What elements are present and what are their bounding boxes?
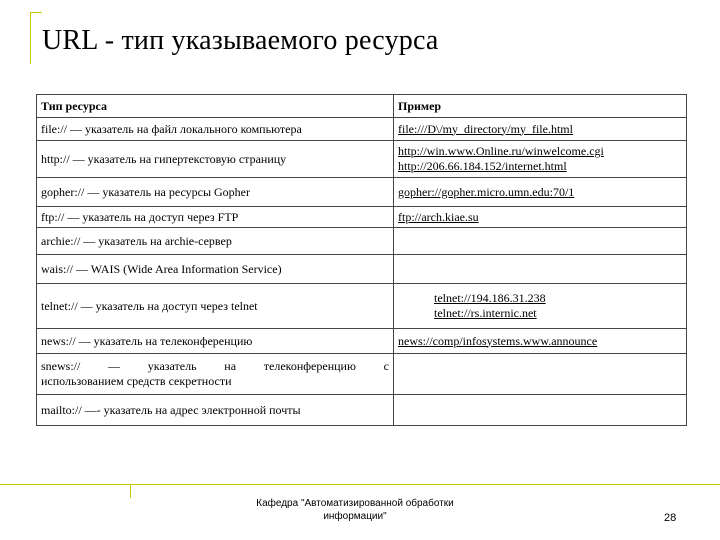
resource-type-cell: mailto:// —- указатель на адрес электронной почты	[37, 395, 394, 426]
resource-type-line: использованием средств секретности	[41, 374, 232, 388]
example-cell	[394, 228, 687, 255]
resource-type-cell: news:// — указатель на телеконференцию	[37, 329, 394, 354]
example-link[interactable]: http://win.www.Online.ru/winwelcome.cgi	[398, 144, 604, 158]
example-link[interactable]: telnet://rs.internic.net	[434, 306, 537, 320]
header-example: Пример	[394, 95, 687, 118]
example-link[interactable]: file:///D\/my_directory/my_file.html	[398, 121, 573, 136]
example-link[interactable]: gopher://gopher.micro.umn.edu:70/1	[398, 184, 575, 199]
resource-type-cell: gopher:// — указатель на ресурсы Gopher	[37, 178, 394, 207]
example-cell	[394, 329, 687, 354]
table-header-row	[37, 95, 687, 118]
example-link[interactable]: telnet://194.186.31.238	[434, 291, 546, 305]
resource-type-cell: wais:// — WAIS (Wide Area Information Service)	[37, 255, 394, 284]
table-row	[37, 141, 687, 178]
slide-title: URL - тип указываемого ресурса	[42, 25, 439, 56]
example-cell	[394, 118, 687, 141]
resource-type-cell	[37, 354, 394, 395]
resource-type-line: snews:// — указатель на телеконференцию с	[41, 359, 389, 373]
example-cell	[394, 395, 687, 426]
resource-type-cell: archie:// — указатель на archie-сервер	[37, 228, 394, 255]
table-row	[37, 207, 687, 228]
table-row	[37, 255, 687, 284]
example-cell	[394, 141, 687, 178]
page-number: 28	[664, 512, 677, 524]
url-types-table	[36, 94, 687, 426]
table-row	[37, 228, 687, 255]
title-accent-vertical	[30, 12, 31, 64]
example-link[interactable]: http://206.66.184.152/internet.html	[398, 159, 567, 173]
header-resource-type: Тип ресурса	[37, 95, 394, 118]
table-row	[37, 284, 687, 329]
resource-type-cell: ftp:// — указатель на доступ через FTP	[37, 207, 394, 228]
example-cell	[394, 178, 687, 207]
table-row	[37, 395, 687, 426]
example-cell	[394, 284, 687, 329]
footer-divider	[0, 484, 720, 485]
table-row	[37, 118, 687, 141]
example-link[interactable]: news://comp/infosystems.www.announce	[398, 333, 598, 348]
resource-type-cell: file:// — указатель на файл локального компьютера	[37, 118, 394, 141]
example-cell	[394, 255, 687, 284]
footer-department	[240, 497, 470, 523]
title-accent-horizontal	[30, 12, 42, 13]
example-cell	[394, 207, 687, 228]
table-row	[37, 354, 687, 395]
resource-type-cell: http:// — указатель на гипертекстовую страницу	[37, 141, 394, 178]
example-cell	[394, 354, 687, 395]
footer-divider-tick	[130, 484, 131, 498]
footer-line-2: информации"	[323, 511, 387, 522]
example-link[interactable]: ftp://arch.kiae.su	[398, 209, 479, 224]
table-row	[37, 178, 687, 207]
table-row	[37, 329, 687, 354]
footer-line-1: Кафедра "Автоматизированной обработки	[256, 498, 454, 509]
resource-type-cell: telnet:// — указатель на доступ через telnet	[37, 284, 394, 329]
